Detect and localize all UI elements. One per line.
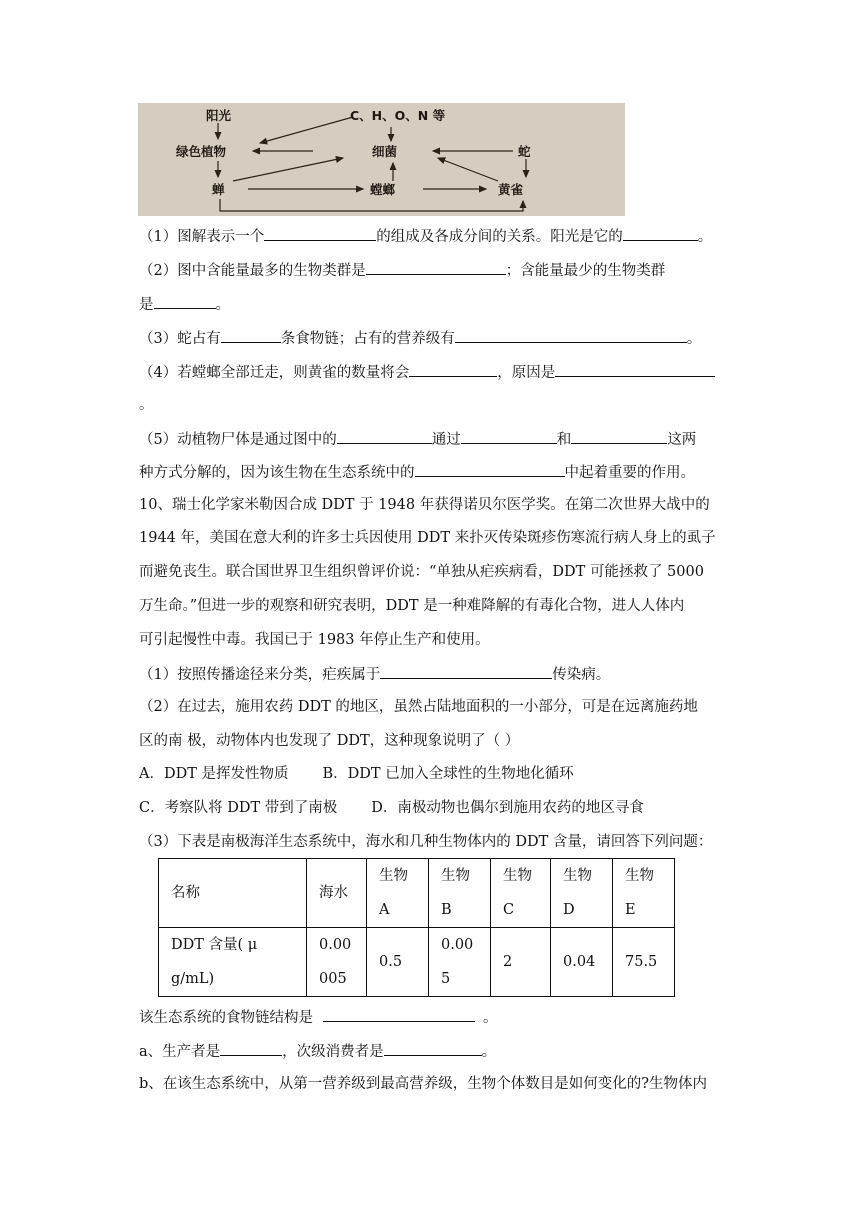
cell-text: A <box>379 902 390 918</box>
table-row <box>159 928 675 997</box>
cell-text: DDT 含量( μ <box>171 937 258 953</box>
q10-options-row1 <box>139 764 574 784</box>
cell-text: 生物 <box>563 868 592 884</box>
q9-part5-text4: 这两 <box>667 432 697 448</box>
option-d[interactable]: D．南极动物也偶尔到施用农药的地区寻食 <box>371 800 644 816</box>
table-cell <box>307 928 367 997</box>
option-b[interactable]: B．DDT 已加入全球性的生物地化循环 <box>322 766 574 782</box>
q9-part3 <box>139 327 701 349</box>
q9-part5 <box>139 428 696 450</box>
node-sun: 阳光 <box>206 108 232 123</box>
q10-sub1-text: （1）按照传播途径来分类，疟疾属于 <box>139 667 381 683</box>
node-elements: C、H、O、N 等 <box>350 108 446 123</box>
cell-text: B <box>441 902 452 918</box>
table-cell <box>307 859 367 928</box>
food-web-diagram <box>138 103 625 216</box>
q9-part5-text6: 中起着重要的作用。 <box>564 465 695 481</box>
answer-blank[interactable] <box>555 361 715 377</box>
answer-blank[interactable] <box>571 428 667 444</box>
q10-intro-line2: 1944 年，美国在意大利的许多士兵因使用 DDT 来扑灭传染斑疹伤寒流行病人身上的虱子 <box>139 530 716 546</box>
cell-text: E <box>625 902 636 918</box>
q9-part4 <box>139 361 715 383</box>
answer-blank[interactable] <box>366 259 506 275</box>
table-cell <box>551 859 613 928</box>
cell-text: 0.04 <box>563 954 596 970</box>
table-cell <box>491 859 551 928</box>
table-header-row <box>159 859 675 928</box>
node-snake: 蛇 <box>518 144 531 159</box>
q10-intro-line5: 可引起慢性中毒。我国已于 1983 年停止生产和使用。 <box>139 632 490 648</box>
cell-text: 生物 <box>625 868 654 884</box>
node-oriole: 黄雀 <box>498 182 524 197</box>
node-bacteria: 细菌 <box>372 144 398 159</box>
answer-blank[interactable] <box>154 293 216 309</box>
q9-part5-text: （5）动植物尸体是通过图中的 <box>139 432 337 448</box>
ddt-content-table <box>158 858 675 997</box>
table-cell <box>551 928 613 997</box>
q10-options-row2 <box>139 798 644 818</box>
option-a[interactable]: A．DDT 是挥发性物质 <box>139 766 289 782</box>
q9-part4-text2: ，原因是 <box>497 365 556 381</box>
answer-blank[interactable] <box>455 327 687 343</box>
q10-part-b: b、在该生态系统中，从第一营养级到最高营养级，生物个体数目是如何变化的?生物体内 <box>139 1076 708 1092</box>
table-cell <box>429 928 491 997</box>
q9-part3-text: （3）蛇占有 <box>139 331 221 347</box>
q10-sub1 <box>139 663 610 685</box>
node-green-plants: 绿色植物 <box>176 144 227 159</box>
q9-part5-text2: 通过 <box>431 432 461 448</box>
q9-part2-cont <box>139 293 230 315</box>
q9-part2 <box>139 259 665 281</box>
q9-part1-text2: 的组成及各成分间的关系。阳光是它的 <box>376 229 623 245</box>
q9-part5-text5: 种方式分解的，因为该生物在生态系统中的 <box>139 465 415 481</box>
answer-blank[interactable] <box>337 428 432 444</box>
cell-text: 0.5 <box>379 954 403 970</box>
cell-text: 0.00 <box>441 937 474 953</box>
answer-blank[interactable] <box>415 461 565 477</box>
answer-blank[interactable] <box>461 428 557 444</box>
answer-blank[interactable] <box>409 361 497 377</box>
cell-text: 0.00 <box>319 937 352 953</box>
table-cell <box>429 859 491 928</box>
cell-text: 2 <box>503 954 513 970</box>
q10-part-a-text: a、生产者是 <box>139 1044 221 1060</box>
cell-text: 75.5 <box>625 954 658 970</box>
table-cell <box>367 859 429 928</box>
q10-intro-line3: 而避免丧生。联合国世界卫生组织曾评价说：“单独从疟疾病看，DDT 可能拯救了 5000 <box>139 564 704 580</box>
table-cell <box>491 928 551 997</box>
q9-part1-end: 。 <box>697 229 713 245</box>
q10-chain <box>139 1006 498 1028</box>
answer-blank[interactable] <box>384 1040 482 1056</box>
q9-part1 <box>139 225 712 247</box>
q10-intro-line4: 万生命。”但进一步的观察和研究表明，DDT 是一种难降解的有毒化合物，进人人体内 <box>139 598 685 614</box>
cell-text: 生物 <box>379 868 408 884</box>
q9-part1-text: （1）图解表示一个 <box>139 229 265 245</box>
cell-text: 生物 <box>503 868 532 884</box>
option-c[interactable]: C．考察队将 DDT 带到了南极 <box>139 800 338 816</box>
cell-text: C <box>503 902 515 918</box>
cell-text: D <box>563 902 575 918</box>
q10-part-a-text2: ，次级消费者是 <box>282 1044 384 1060</box>
cell-text: 海水 <box>319 885 348 901</box>
q10-part-a <box>139 1040 496 1062</box>
node-cicada: 蝉 <box>212 182 225 197</box>
q9-part4-text: （4）若螳螂全部迁走，则黄雀的数量将会 <box>139 365 410 381</box>
answer-blank[interactable] <box>623 225 698 241</box>
q9-part5-cont <box>139 461 695 483</box>
cell-text: g/mL) <box>171 971 215 987</box>
q9-part2-text: （2）图中含能量最多的生物类群是 <box>139 263 366 279</box>
q10-sub1-end: 传染病。 <box>552 667 611 683</box>
cell-text: 005 <box>319 971 347 987</box>
q9-part2-text3: 是 <box>139 297 154 313</box>
cell-text: 名称 <box>171 885 200 901</box>
cell-text: 5 <box>441 971 451 987</box>
q10-intro-line1: 10、瑞士化学家米勒因合成 DDT 于 1948 年获得诺贝尔医学奖。在第二次世界大战中的 <box>139 497 710 513</box>
cell-text: 生物 <box>441 868 470 884</box>
q9-part5-text3: 和 <box>556 432 572 448</box>
q9-part2-end: 。 <box>215 297 230 313</box>
table-cell <box>613 928 675 997</box>
q9-part4-end <box>139 395 154 415</box>
q9-part2-text2: ；含能量最少的生物类群 <box>505 263 666 279</box>
answer-blank[interactable] <box>380 663 552 679</box>
answer-blank[interactable] <box>323 1006 475 1022</box>
q10-part-a-end: 。 <box>481 1044 497 1060</box>
q10-chain-text: 该生态系统的食物链结构是 <box>139 1010 313 1026</box>
table-cell <box>367 928 429 997</box>
answer-blank[interactable] <box>221 327 281 343</box>
q9-part3-end: 。 <box>686 331 702 347</box>
table-cell <box>159 928 307 997</box>
q9-part4-period: 。 <box>139 397 154 413</box>
q10-sub2-line1: （2）在过去，施用农药 DDT 的地区，虽然占陆地面积的一小部分，可是在远离施药地 <box>139 699 698 715</box>
node-mantis: 螳螂 <box>370 182 396 197</box>
q10-chain-end: 。 <box>483 1010 498 1026</box>
table-cell <box>613 859 675 928</box>
answer-blank[interactable] <box>220 1040 282 1056</box>
answer-blank[interactable] <box>264 225 376 241</box>
q10-sub3: （3）下表是南极海洋生态系统中，海水和几种生物体内的 DDT 含量，请回答下列问题： <box>139 834 713 850</box>
q10-sub2-line2: 区的南 极，动物体内也发现了 DDT，这种现象说明了（ ） <box>139 733 520 749</box>
q9-part3-text2: 条食物链；占有的营养级有 <box>280 331 455 347</box>
table-cell <box>159 859 307 928</box>
